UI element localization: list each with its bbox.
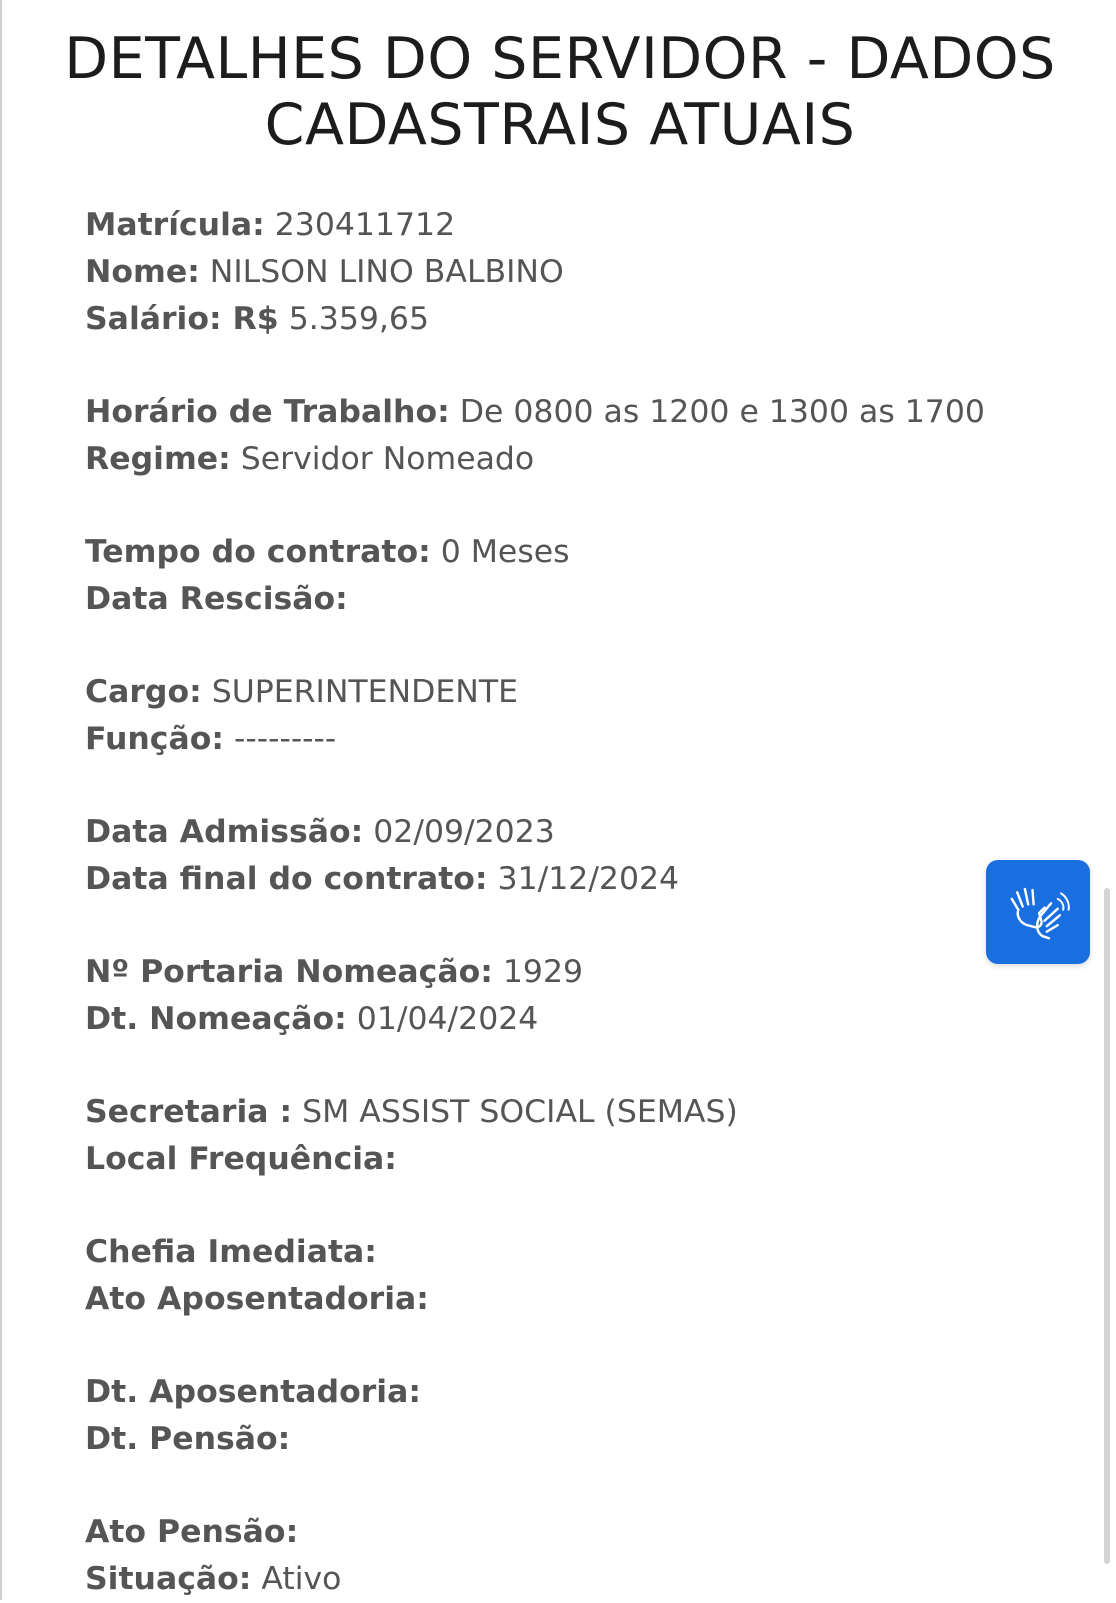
detail-label: Regime: — [85, 441, 231, 477]
detail-row — [85, 576, 1065, 623]
detail-value: 0 Meses — [430, 534, 570, 570]
page-title: DETALHES DO SERVIDOR - DADOS CADASTRAIS ATUAIS — [64, 26, 1056, 158]
detail-row — [85, 856, 1065, 903]
detail-label: Dt. Pensão: — [85, 1421, 291, 1457]
detail-row — [85, 1136, 1065, 1183]
detail-row — [85, 1089, 1065, 1136]
detail-label: Chefia Imediata: — [85, 1234, 377, 1270]
detail-row — [85, 389, 1065, 436]
detail-row — [85, 296, 1065, 343]
detail-row — [85, 1229, 1065, 1276]
detail-value: --------- — [223, 721, 337, 757]
detail-label: Nº Portaria Nomeação: — [85, 954, 493, 990]
detail-row — [85, 249, 1065, 296]
detail-value: 31/12/2024 — [487, 861, 680, 897]
vlibras-accessibility-button[interactable] — [986, 860, 1090, 964]
detail-label: Situação: — [85, 1561, 252, 1597]
detail-label: Tempo do contrato: — [85, 534, 431, 570]
group-spacer — [85, 1323, 1065, 1369]
detail-row — [85, 436, 1065, 483]
detail-label: Nome: — [85, 254, 200, 290]
detail-row — [85, 996, 1065, 1043]
detail-value: 5.359,65 — [278, 301, 430, 337]
group-spacer — [85, 1183, 1065, 1229]
detail-label: Local Frequência: — [85, 1141, 397, 1177]
detail-value: SUPERINTENDENTE — [201, 674, 518, 710]
detail-row — [85, 1369, 1065, 1416]
detail-value: 230411712 — [264, 207, 456, 243]
detail-label: Dt. Nomeação: — [85, 1001, 347, 1037]
group-spacer — [85, 623, 1065, 669]
detail-row — [85, 809, 1065, 856]
detail-row — [85, 1416, 1065, 1463]
sign-language-hands-icon — [1003, 877, 1073, 947]
detail-value: 1929 — [492, 954, 584, 990]
server-details — [85, 202, 1065, 1603]
detail-label: Data Rescisão: — [85, 581, 348, 617]
detail-label: Cargo: — [85, 674, 202, 710]
detail-row — [85, 949, 1065, 996]
group-spacer — [85, 763, 1065, 809]
detail-label: Data Admissão: — [85, 814, 364, 850]
detail-value: NILSON LINO BALBINO — [199, 254, 564, 290]
detail-value: Servidor Nomeado — [230, 441, 535, 477]
detail-label: Secretaria : — [85, 1094, 293, 1130]
detail-row — [85, 716, 1065, 763]
detail-value: 02/09/2023 — [363, 814, 555, 850]
detail-row — [85, 202, 1065, 249]
group-spacer — [85, 1463, 1065, 1509]
detail-label: Ato Aposentadoria: — [85, 1281, 429, 1317]
group-spacer — [85, 343, 1065, 389]
detail-row — [85, 1509, 1065, 1556]
group-spacer — [85, 1043, 1065, 1089]
detail-row — [85, 529, 1065, 576]
detail-row — [85, 1556, 1065, 1603]
detail-value: SM ASSIST SOCIAL (SEMAS) — [292, 1094, 738, 1130]
detail-row — [85, 669, 1065, 716]
detail-label: Ato Pensão: — [85, 1514, 299, 1550]
detail-value: De 0800 as 1200 e 1300 as 1700 — [449, 394, 985, 430]
detail-label: Horário de Trabalho: — [85, 394, 450, 430]
group-spacer — [85, 903, 1065, 949]
detail-label: Data final do contrato: — [85, 861, 488, 897]
detail-label: Matrícula: — [85, 207, 265, 243]
detail-label: Salário: R$ — [85, 301, 279, 337]
detail-value: Ativo — [251, 1561, 342, 1597]
group-spacer — [85, 483, 1065, 529]
detail-row — [85, 1276, 1065, 1323]
scrollbar-thumb[interactable] — [1104, 888, 1110, 1564]
detail-label: Dt. Aposentadoria: — [85, 1374, 421, 1410]
detail-label: Função: — [85, 721, 224, 757]
detail-value: 01/04/2024 — [346, 1001, 539, 1037]
